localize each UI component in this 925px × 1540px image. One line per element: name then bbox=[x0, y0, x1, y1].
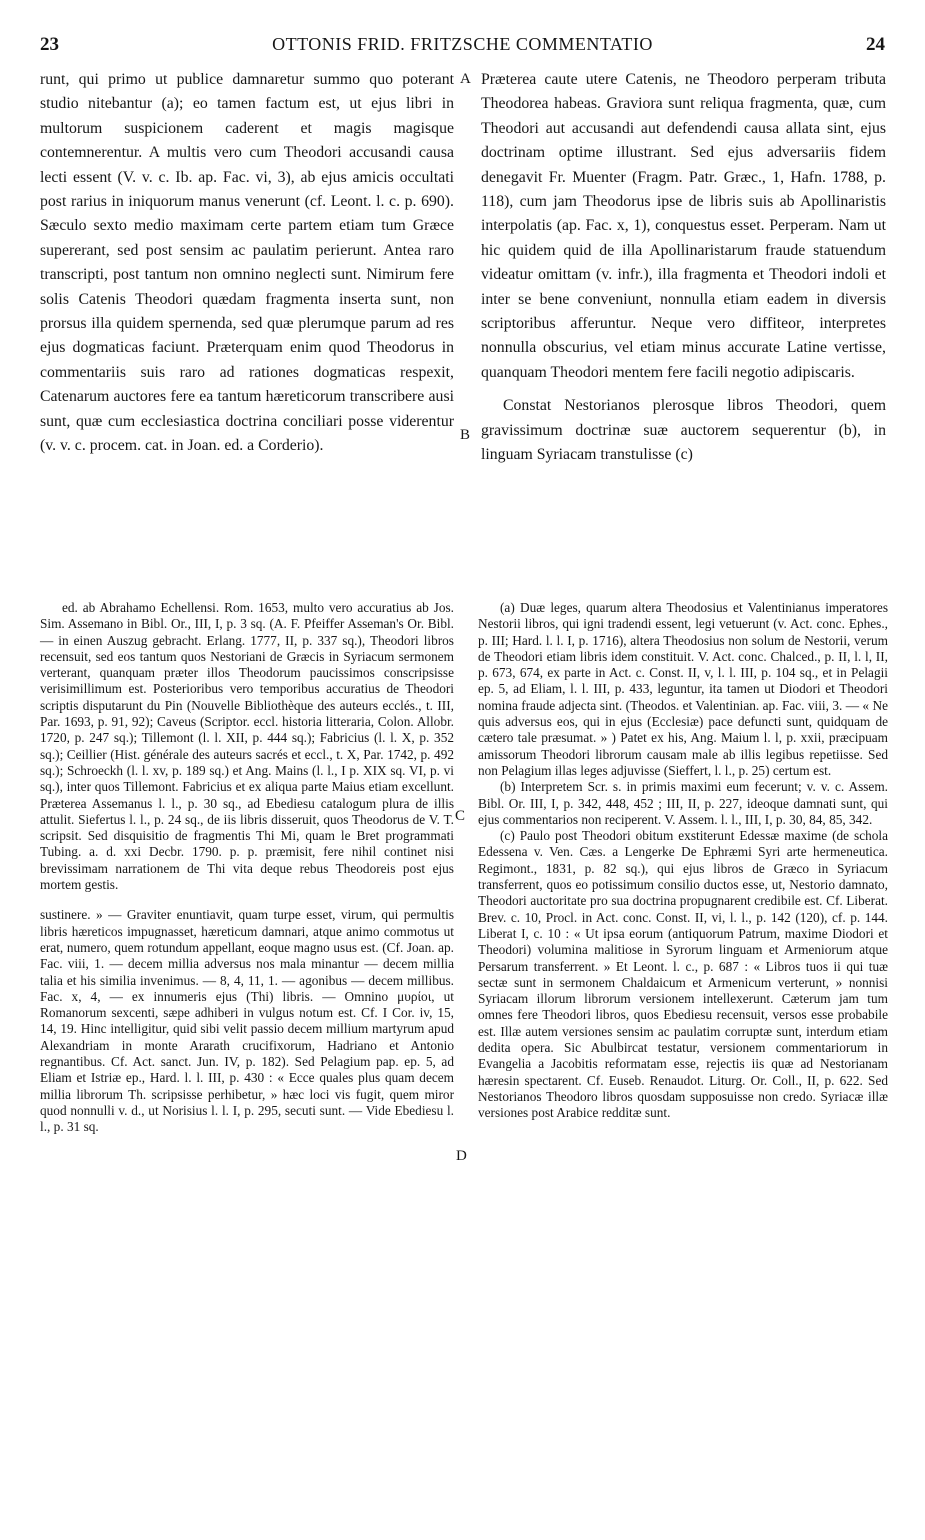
running-title: OTTONIS FRID. FRITZSCHE COMMENTATIO bbox=[272, 34, 653, 54]
margin-marker-b: B bbox=[460, 427, 471, 443]
paragraph-gap bbox=[481, 385, 886, 394]
footnote-paragraph: sustinere. » — Graviter enuntiavit, quam turpe esset, virum, qui permultis libris hæreticos impugnasset, hæreticum damnari, atque animo commotus ut erat, numero, quem rotundum appellant, eoque magno usus est. (Cf. Joan. ap. Fac. viii, 1. — decem millia adversus nos mala minantur — decem millia talia et his similia invenimus. — 8, 4, 11, 1. — agonibus — decem millibus. Fac. x, 4, — ex innumeris ejus (Thi) libris. — Omnino μυρίοι, ut Romanorum sexcenti, sæpe adhiberi in vulgus notum est. Cf. I Cor. iv, 15, 14, 19. Hinc intelligitur, quid sibi velit passio decem millium martyrum apud Alexandriam in monte Ararath crucifixorum, Hadriano et Antonio regnantibus. Cf. Act. sanct. Jun. IV, p. 182). Sed Pelagium pap. ep. 5, ad Eliam et Istriæ ep., Hard. l. l. III, p. 430 : « Ecce quales plus quam decem millia librorum Th. scripsisse perhibetur, » hæc loci vis fugit, quem miror quod nonnulli v. d., ut Norisius l. l. I, p. 295, secuti sunt. — Vide Ebediesu l. l., p. 31 sq. bbox=[40, 907, 454, 1135]
main-text-column-right bbox=[481, 68, 886, 468]
footnote-gap bbox=[40, 893, 454, 907]
main-paragraph: runt, qui primo ut publice damnaretur summo quo poterant studio nitebantur (a); eo tamen factum est, ut ejus libri in multorum suspicionem caderent et magis magisque contemnerentur. A multis vero cum Theodori accusandi causa lecti essent (V. v. c. Ib. ap. Fac. vi, 3), ab ejus amicis occultati post rarius in iniquorum manus venerunt (cf. Leont. l. c. p. 690). Sæculo sexto medio maximam certe partem etiam tum Græce supererant, sed post sensim ac paulatim perierunt. Antea raro transcripti, post tantum non omnino neglecti sunt. Nimirum fere solis Catenis Theodori quædam fragmenta inserta sunt, non prorsus illa quidem spernenda, sed quæ plerumque parum ad res ejus dogmaticas faciunt. Præterquam enim quod Theodorus in commentariis suis raro ad rationes dogmaticas respexit, Catenarum auctores fere ea tantum hæreticorum transcribere ausi sunt, quæ cum ecclesiastica doctrina conciliari posse viderentur (v. v. c. procem. cat. in Joan. ed. a Corderio). bbox=[40, 71, 454, 455]
footnotes-column-left bbox=[40, 600, 454, 1136]
footnote-b: (b) Interpretem Scr. s. in primis maximi eum fecerunt; v. v. c. Assem. Bibl. Or. III, I, p. 342, 448, 452 ; III, II, p. 227, ideoque damnati sunt, qui ejus commentarios non reciperent. V. Assem. l. l., III, I, p. 30, 84, 85, 342. bbox=[478, 779, 888, 827]
page-number-right: 24 bbox=[866, 34, 885, 55]
margin-marker-a: A bbox=[460, 71, 471, 87]
main-paragraph: Præterea caute utere Catenis, ne Theodoro perperam tributa Theodorea habeas. Graviora sunt reliqua fragmenta, quæ, cum Theodori aut accusandi aut defendendi causa allata sint, ejus doctrinam optime illustrant. Sed ejus adversariis fidem denegavit Fr. Muenter (Fragm. Patr. Græc., 1, Hafn. 1788, p. 118), cum jam Theodorus ipse de libris suis ab Apollinaristis interpolatis (ap. Fac. x, 1), conquestus esset. Perperam. Nam ut hic quidem quid de illa Apollinaristarum fraude statuendum videatur omittam (v. infr.), illa fragmenta et Theodori indoli et inter se bene conveniunt, nonnulla etiam eadem in diversis scriptoribus afferuntur. Neque vero diffiteor, interpretes nonnulla obscurius, vel etiam minus accurate Latine vertisse, quanquam Theodori mentem fere facili negotio adipiscaris. bbox=[481, 71, 886, 381]
margin-marker-d: D bbox=[456, 1148, 467, 1164]
footnotes-column-right bbox=[478, 600, 888, 1122]
page-header bbox=[40, 34, 885, 58]
footnote-paragraph: ed. ab Abrahamo Echellensi. Rom. 1653, multo vero accuratius ab Jos. Sim. Assemano in Bibl. Or., III, I, p. 3 sq. (A. F. Pfeiffer Asseman's Or. Bibl. — in einen Auszug gebracht. Erlang. 1777, II, p. 337 sq.), Theodori libros recensuit, sed eos tantum quos Nestoriani de Græcis in Syriacum sermonem verterant, quanquam præter illos Theodorum paucissimos conscripsisse verisimillimum est. Posterioribus vero temporibus accuratius de Theodori scriptis disputarunt du Pin (Nouvelle Bibliothèque des auteurs ecclés., t. III, Par. 1693, p. 91, 92); Caveus (Scriptor. eccl. historia litteraria, Colon. Allobr. 1720, p. 247 sq.); Tillemont (l. l. XII, p. 444 sq.); Fabricius (l. l. X, p. 352 sq.); Ceillier (Hist. générale des auteurs sacrés et eccl., t. X, Par. 1742, p. 492 sq.); Schroeckh (l. l. xv, p. 189 sq.) et Ang. Mains (l. l., I p. XIX sq. VI, p. vi sq.), inter quos Tillemont. Fabricius et ex aliqua parte Maius etiam excellunt. Præterea Assemanus l. l., p. 30 sq., ad Ebediesu catalogum plura de illis attulit. Siefertus l. l., p. 24 sq., de iis libris disseruit, quos Theodorus de V. T. scripsit. Sed disquisitio de fragmentis Thi Mi, quam le Bret programmati Tubing. a. d. xxi Decbr. 1790. p. p. præmisit, fere nihil continet nisi brevissimam narrationem de Thi vita deque rebus Theodoreis post ejus mortem gestis. bbox=[40, 600, 454, 893]
main-paragraph: Constat Nestorianos plerosque libros Theodori, quem gravissimum doctrinæ suæ auctorem sequerentur (b), in linguam Syriacam transtulisse (c) bbox=[481, 397, 886, 464]
margin-marker-c: C bbox=[455, 808, 466, 824]
page-number-left: 23 bbox=[40, 34, 59, 55]
main-text-column-left bbox=[40, 68, 454, 459]
footnote-a: (a) Duæ leges, quarum altera Theodosius et Valentinianus imperatores Nestorii libros, qui igni tradendi essent, legi vetuerunt (v. Act. conc. Ephes., p. III; Hard. l. l. I, p. 1716), altera Theodosius non solum de Nestorii, verum de Theodori etiam libris idem constituit. V. Act. conc. Chalced., p. II, l. l, II, p. 673, 674, ex parte in Act. c. Const. II, v, l. l. III, p. 104 sq., et in Pelagii ep. 5, ad Eliam, l. l. III, p. 433, leguntur, ita tamen ut Diodori et Theodori nomina fraude adjecta sint. (Theodos. et Valentinian. ap. Fac. viii, 3. — « Ne quis adversus eos, qui in ejus (Ecclesiæ) pace defuncti sunt, quidquam de cætero tale præsumat. » ) Patet ex his, Ang. Maium l. l, p. xxii, præcipuam amissorum Theodori librorum causam male ab illis legibus repetiisse. Sed non Pelagium illas leges adjuvisse (Sieffert, l. l., p. 25) certum est. bbox=[478, 600, 888, 778]
footnote-c: (c) Paulo post Theodori obitum exstiterunt Edessæ maxime (de schola Edessena v. Ven. Cæs. a Lengerke De Ephræmi Syri arte hermeneutica. Regimont., 1831, p. 82 sq.), qui ejus libros de Græco in Syriacum transferrent, quos eo potissimum consilio ductos esse, ut, Nestorio damnato, Theodori auctoritate pro sua doctrina propugnarent credibile est. Cf. Liberat. Brev. c. 10, Procl. in Act. conc. Const. II, vi, l. l., p. 142 (120), cf. p. 144. Liberat I, c. 10 : « Ut ipsa eorum (antiquorum Patrum, maxime Diodori et Theodori) volumina malitiose in Syrorum linguam et Armeniorum atque Persarum transferrent. » Et Leont. l. c., p. 687 : « Libros tuos ii qui tuæ sectæ sunt in sermonem Chaldaicum et Armenicum verterunt, » nonnisi Syriacam illorum librorum versionem intellexerunt. Cæterum jam tum omnes fere Theodori libros, quos Ebediesu recensuit, versos esse probabile est. Illæ autem versiones sensim ac paulatim corruptæ sunt, interdum etiam dedita opera. Sic Abulbircat testatur, versionem commentariorum in Evangelia a Jacobitis reformatam esse, rejectis iis quæ ad Nestorianam hæresin spectarent. Cf. Euseb. Renaudot. Liturg. Or. Coll., II, p. 622. Sed Nestorianos Theodoro libros quosdam supposuisse non credo. Syriacæ illæ versiones post Arabice redditæ sunt. bbox=[478, 828, 888, 1121]
